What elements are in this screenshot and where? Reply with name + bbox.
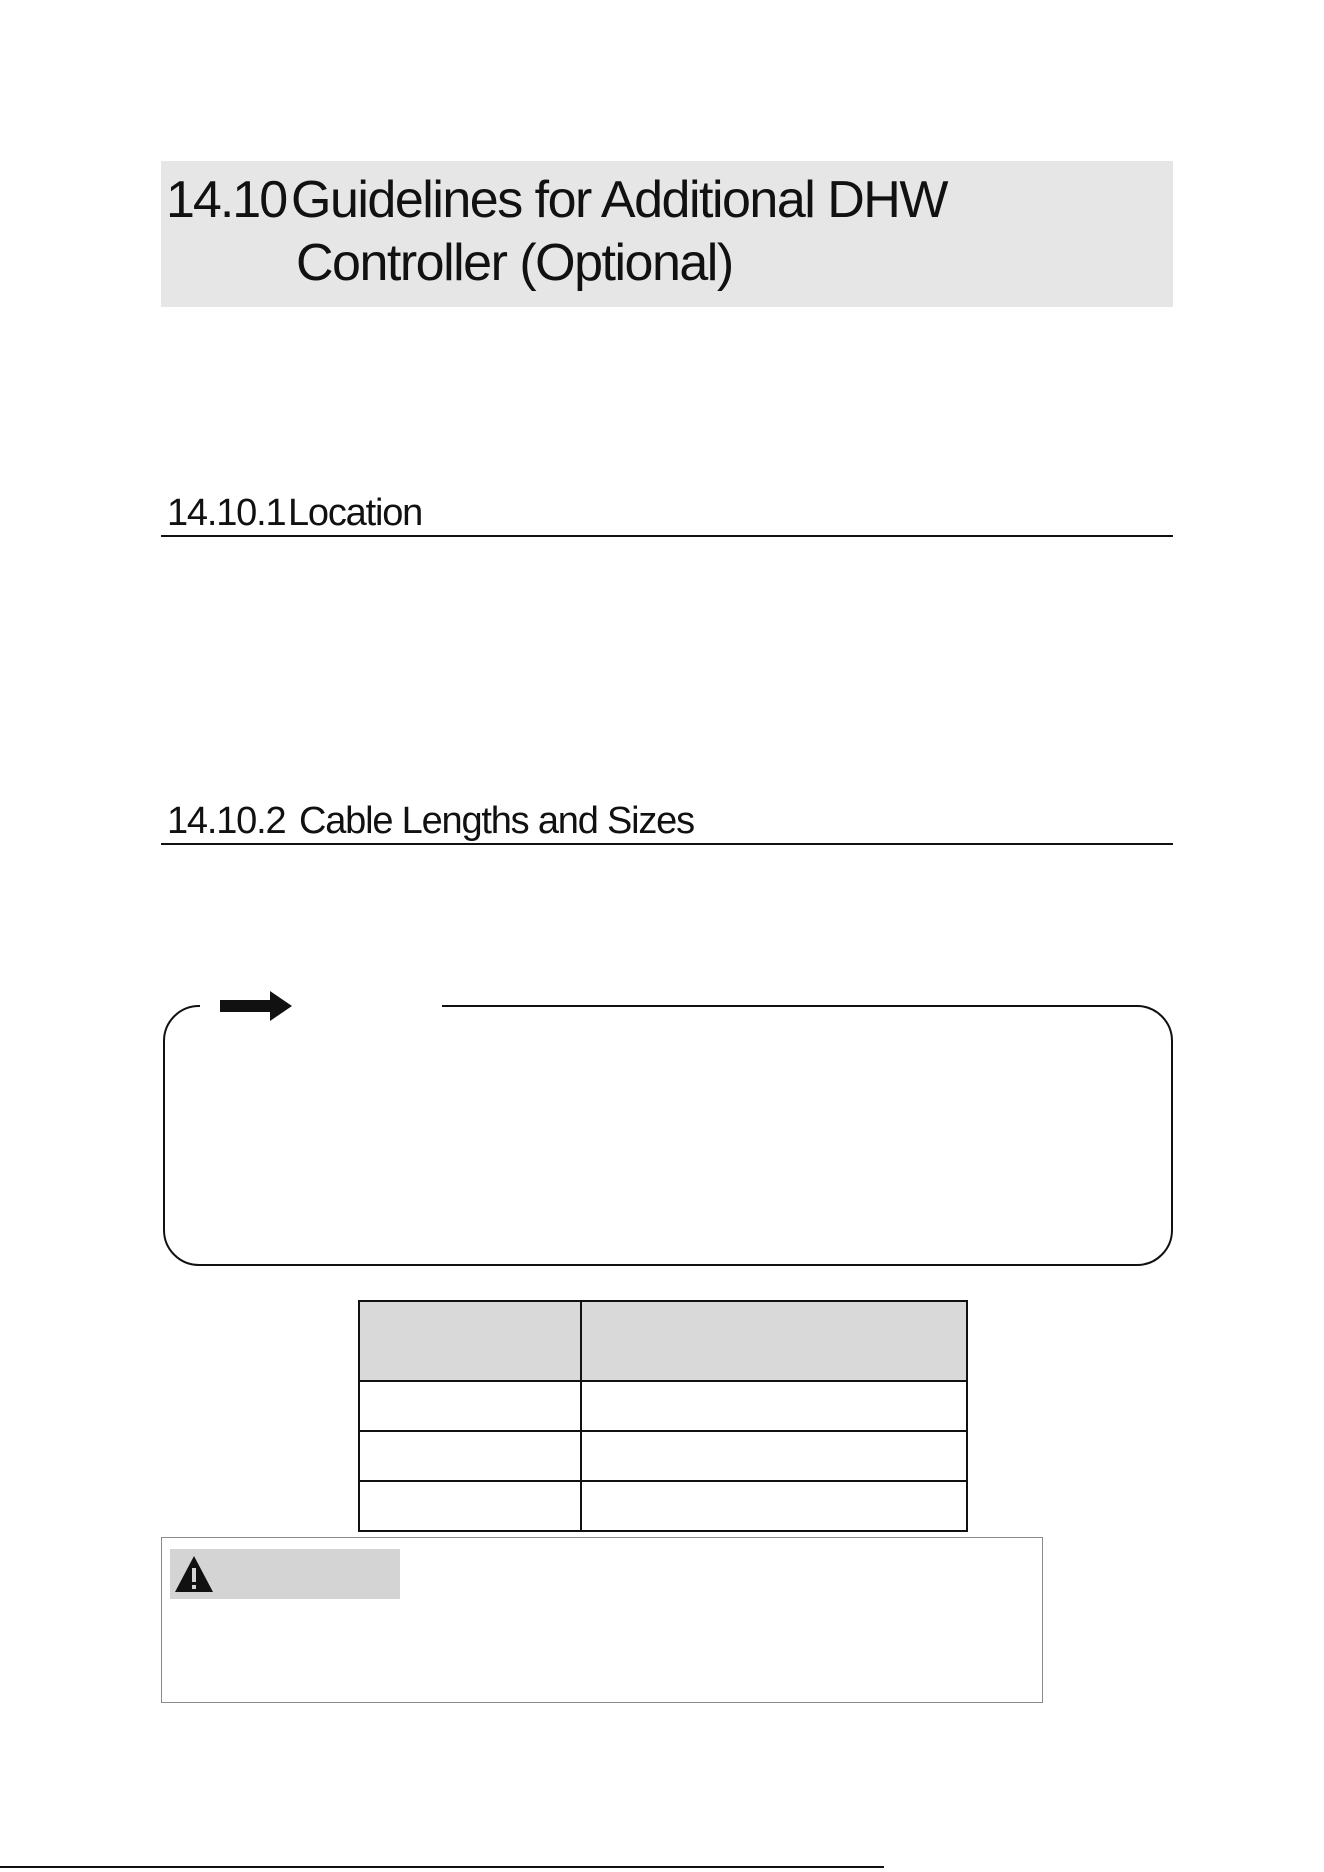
cable-size-table [358,1300,968,1532]
table-row [359,1481,967,1531]
section-number: 14.10.2 [167,800,286,842]
section-title: Cable Lengths and Sizes [299,800,694,842]
table-cell [359,1381,581,1431]
chapter-title-line-1: Guidelines for Additional DHW [291,171,947,229]
table-cell [359,1431,581,1481]
section-heading-cable-lengths [161,796,1173,845]
table-header-cell [359,1301,581,1381]
warning-triangle-icon [173,1554,215,1594]
chapter-number: 14.10 [166,171,287,229]
footer-rule [0,1866,884,1868]
note-box [163,1005,1173,1266]
table-cell [581,1431,967,1481]
table-cell [581,1481,967,1531]
arrow-right-icon [220,991,292,1021]
section-number: 14.10.1 [167,492,286,534]
table-cell [359,1481,581,1531]
table-header-row [359,1301,967,1381]
table-header-cell [581,1301,967,1381]
table-row [359,1381,967,1431]
table-row [359,1431,967,1481]
section-heading-location [161,488,1173,537]
table-cell [581,1381,967,1431]
chapter-title-line-2: Controller (Optional) [296,234,733,292]
section-title: Location [288,492,423,534]
